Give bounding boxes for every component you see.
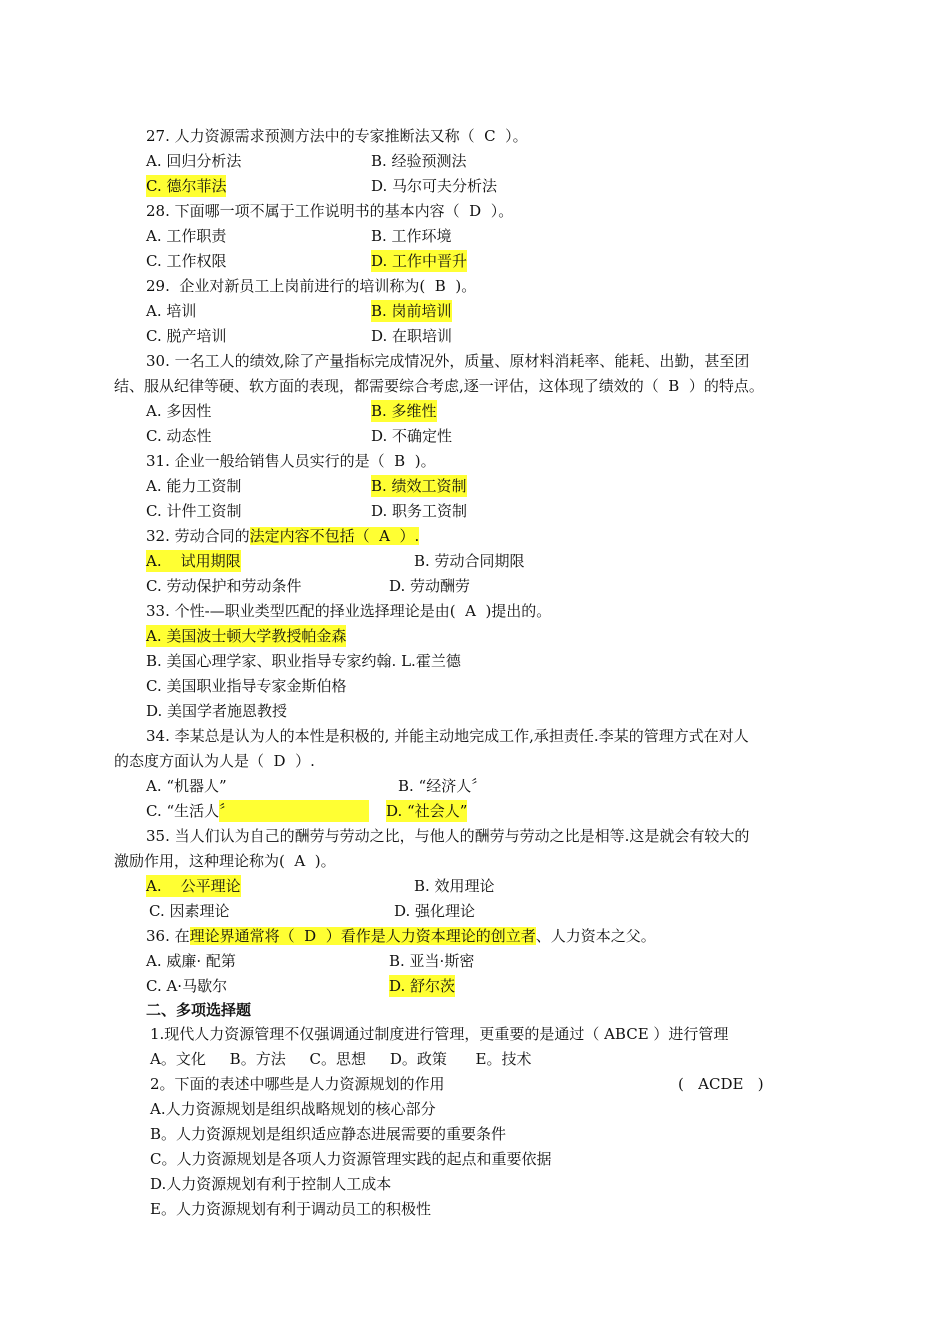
multi-question-2-option-a: A.人力资源规划是组织战略规划的核心部分 [150,1100,436,1118]
question-32-option-b: B. 劳动合同期限 [414,552,525,570]
question-33-option-d: D. 美国学者施恩教授 [146,702,288,720]
question-34-option-c-highlight: 〞 [219,800,369,822]
multi-question-1-stem: 1.现代人力资源管理不仅强调通过制度进行管理，更重要的是通过（ ABCE ）进行管理 [150,1025,729,1043]
question-34-stem-line1: 34. 李某总是认为人的本性是积极的, 并能主动地完成工作,承担责任.李某的管理方式在对人 [146,727,749,745]
question-30-option-c: C. 动态性 [146,427,212,445]
question-28-option-b: B. 工作环境 [371,227,452,245]
question-34-option-d: D. “社会人” [386,802,468,820]
question-27-option-b: B. 经验预测法 [371,152,467,170]
question-36-option-a: A. 威廉· 配第 [146,952,236,970]
multi-question-2-option-e: E。人力资源规划有利于调动员工的积极性 [150,1200,431,1218]
question-27-option-c: C. 德尔菲法 [146,177,227,195]
multi-question-2-option-d: D.人力资源规划有利于控制人工成本 [150,1175,392,1193]
question-35-option-d: D. 强化理论 [394,902,476,920]
question-30-option-d: D. 不确定性 [371,427,453,445]
question-30-option-b: B. 多维性 [371,402,437,420]
question-36-stem-prefix: 36. 在 [146,927,190,945]
question-30-stem-line2: 结、服从纪律等硬、软方面的表现，都需要综合考虑,逐一评估，这体现了绩效的（ B ）的特点。 [114,377,764,395]
question-32-option-c: C. 劳动保护和劳动条件 [146,577,302,595]
multi-question-2-option-b: B。人力资源规划是组织适应静态进展需要的重要条件 [150,1125,507,1143]
question-36-stem-suffix: 、人力资本之父。 [535,927,656,945]
question-31-option-b: B. 绩效工资制 [371,477,467,495]
question-32-option-a: A. 试用期限 [146,552,241,570]
question-28-option-a: A. 工作职责 [146,227,227,245]
question-31-option-d: D. 职务工资制 [371,502,468,520]
multi-question-2-stem: 2。下面的表述中哪些是人力资源规划的作用 [150,1075,445,1093]
multi-question-2-answer: ( ACDE ) [678,1075,764,1093]
question-31-option-c: C. 计件工资制 [146,502,242,520]
question-28-option-c: C. 工作权限 [146,252,227,270]
question-33-option-a: A. 美国波士顿大学教授帕金森 [146,627,347,645]
question-33-stem: 33. 个性-—职业类型匹配的择业选择理论是由( A )提出的。 [146,602,552,620]
question-36-stem [146,925,656,947]
question-32-stem [146,525,419,547]
question-34-option-c [146,800,369,822]
question-34-stem-line2: 的态度方面认为人是（ D ）. [114,752,315,770]
question-29-option-d: D. 在职培训 [371,327,453,345]
question-29-option-b: B. 岗前培训 [371,302,452,320]
question-35-stem-line1: 35. 当人们认为自己的酬劳与劳动之比，与他人的酬劳与劳动之比是相等.这是就会有较大的 [146,827,750,845]
question-32-stem-highlight: 法定内容不包括（ A ）. [249,527,420,545]
question-35-option-b: B. 效用理论 [414,877,495,895]
question-31-option-a: A. 能力工资制 [146,477,242,495]
question-34-option-b: B. “经济人〞 [398,777,487,795]
question-35-stem-line2: 激励作用，这种理论称为( A )。 [114,852,336,870]
question-29-stem: 29. 企业对新员工上岗前进行的培训称为( B )。 [146,277,477,295]
multi-question-2-option-c: C。人力资源规划是各项人力资源管理实践的起点和重要依据 [150,1150,552,1168]
question-27-option-a: A. 回归分析法 [146,152,242,170]
question-33-option-c: C. 美国职业指导专家金斯伯格 [146,677,347,695]
question-30-option-a: A. 多因性 [146,402,212,420]
question-35-option-c: C. 因素理论 [149,902,230,920]
question-29-option-a: A. 培训 [146,302,197,320]
question-28-stem: 28. 下面哪一项不属于工作说明书的基本内容（ D ）。 [146,202,514,220]
section-2-heading: 二、多项选择题 [146,1001,252,1019]
question-27-stem: 27. 人力资源需求预测方法中的专家推断法又称（ C ）。 [146,127,528,145]
question-35-option-a: A. 公平理论 [146,877,241,895]
question-33-option-b: B. 美国心理学家、职业指导专家约翰. L.霍兰德 [146,652,461,670]
question-32-stem-prefix: 32. 劳动合同的 [146,527,250,545]
question-36-option-b: B. 亚当·斯密 [389,952,475,970]
question-36-option-d: D. 舒尔茨 [389,977,456,995]
question-31-stem: 31. 企业一般给销售人员实行的是（ B )。 [146,452,436,470]
question-30-stem-line1: 30. 一名工人的绩效,除了产量指标完成情况外，质量、原材料消耗率、能耗、出勤，甚至团 [146,352,750,370]
multi-question-1-options: A。文化 B。方法 C。思想 D。政策 E。技术 [150,1050,532,1068]
question-34-option-a: A. “机器人” [146,777,227,795]
question-32-option-d: D. 劳动酬劳 [389,577,471,595]
question-28-option-d: D. 工作中晋升 [371,252,468,270]
question-34-option-c-text: C. “生活人 [146,802,220,820]
question-36-option-c: C. A·马歇尔 [146,977,228,995]
question-29-option-c: C. 脱产培训 [146,327,227,345]
question-27-option-d: D. 马尔可夫分析法 [371,177,498,195]
question-36-stem-highlight: 理论界通常将（ D ）看作是人力资本理论的创立者 [189,927,536,945]
